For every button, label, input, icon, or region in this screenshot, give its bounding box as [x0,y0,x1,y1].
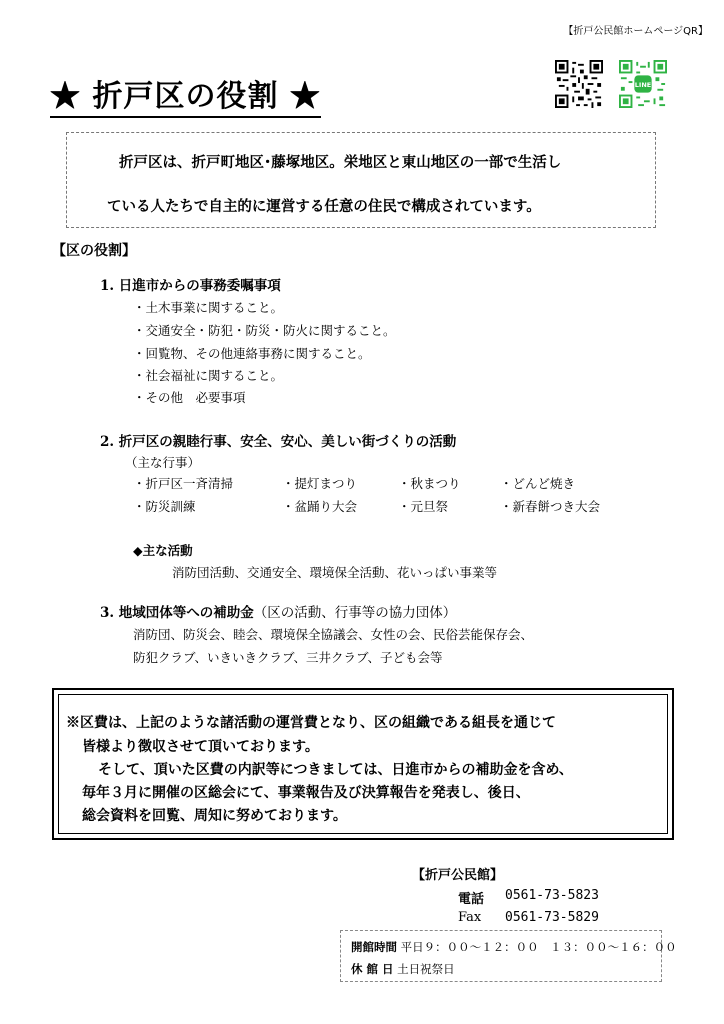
section-1-title: 1. 日進市からの事務委嘱事項 [100,278,281,294]
section-1-item: ・土木事業に関すること。 [133,300,284,315]
event-item: ・新春餅つき大会 [500,499,601,514]
event-item: ・折戸区一斉清掃 [133,476,234,491]
fax-number: 0561-73-5829 [505,910,599,925]
open-value: 平日９：００～１２：００ １３：００～１６：００ [400,940,677,954]
roles-heading: 【区の役割】 [52,243,136,259]
homepage-qr-code[interactable] [555,60,603,108]
section-1-item: ・交通安全・防犯・防災・防火に関すること。 [133,323,396,338]
event-item: ・防災訓練 [133,499,196,514]
section-3-title: 3. 地域団体等への補助金 [100,605,254,621]
tel-label: 電話 [458,892,485,907]
hours-open-line [351,939,677,955]
intro-line-2: ている人たちで自主的に運営する任意の住民で構成されています。 [107,199,541,215]
event-item: ・元旦祭 [398,499,449,514]
contact-name: 【折戸公民館】 [412,868,504,883]
section-3-heading [100,601,456,621]
line-qr-code[interactable] [619,60,667,108]
line-logo-label: LINE [634,80,652,89]
fee-note-line-1: ※区費は、上記のような諸活動の運営費となり、区の組織である組長を通じて [66,715,556,731]
activities-label: ◆主な活動 [133,543,193,558]
section-1-item: ・回覧物、その他連絡事務に関すること。 [133,346,371,361]
closed-label: 休 館 日 [351,962,394,976]
fee-note-line-2: 皆様より徴収させて頂いております。 [82,739,319,755]
fee-note-line-5: 総会資料を回覧、周知に努めております。 [82,808,347,824]
hours-closed-line [351,961,455,977]
event-item: ・盆踊り大会 [282,499,358,514]
section-2-title: 2. 折戸区の親睦行事、安全、安心、美しい街づくりの活動 [100,434,457,450]
fee-note-line-3: そして、頂いた区費の内訳等につきましては、日進市からの補助金を含め、 [98,762,573,778]
intro-line-1: 折戸区は、折戸町地区･藤塚地区。栄地区と東山地区の一部で生活し [119,155,562,171]
events-label: （主な行事） [125,455,201,470]
section-3-title-sub: （区の活動、行事等の協力団体） [253,605,457,621]
event-item: ・どんど焼き [500,476,576,491]
activities-text: 消防団活動、交通安全、環境保全活動、花いっぱい事業等 [172,565,498,580]
fee-note-box [52,688,674,840]
tel-number[interactable]: 0561-73-5823 [505,888,599,903]
fee-note-line-4: 毎年３月に開催の区総会にて、事業報告及び決算報告を発表し、後日、 [82,785,530,801]
section-3-line-1: 消防団、防災会、睦会、環境保全協議会、女性の会、民俗芸能保存会、 [133,627,534,642]
event-item: ・秋まつり [398,476,461,491]
open-label: 開館時間 [351,940,397,954]
closed-value: 土日祝祭日 [397,962,455,976]
section-1-item: ・その他 必要事項 [133,390,246,405]
section-3-line-2: 防犯クラブ、いきいきクラブ、三井クラブ、子ども会等 [133,650,443,665]
intro-box [66,132,656,228]
section-1-item: ・社会福祉に関すること。 [133,368,284,383]
event-item: ・提灯まつり [282,476,358,491]
fax-label: Fax [458,910,482,925]
page-title: ★ 折戸区の役割 ★ [50,78,321,118]
qr-caption: 【折戸公民館ホームページQR】 [563,26,708,37]
hours-box [340,930,677,982]
